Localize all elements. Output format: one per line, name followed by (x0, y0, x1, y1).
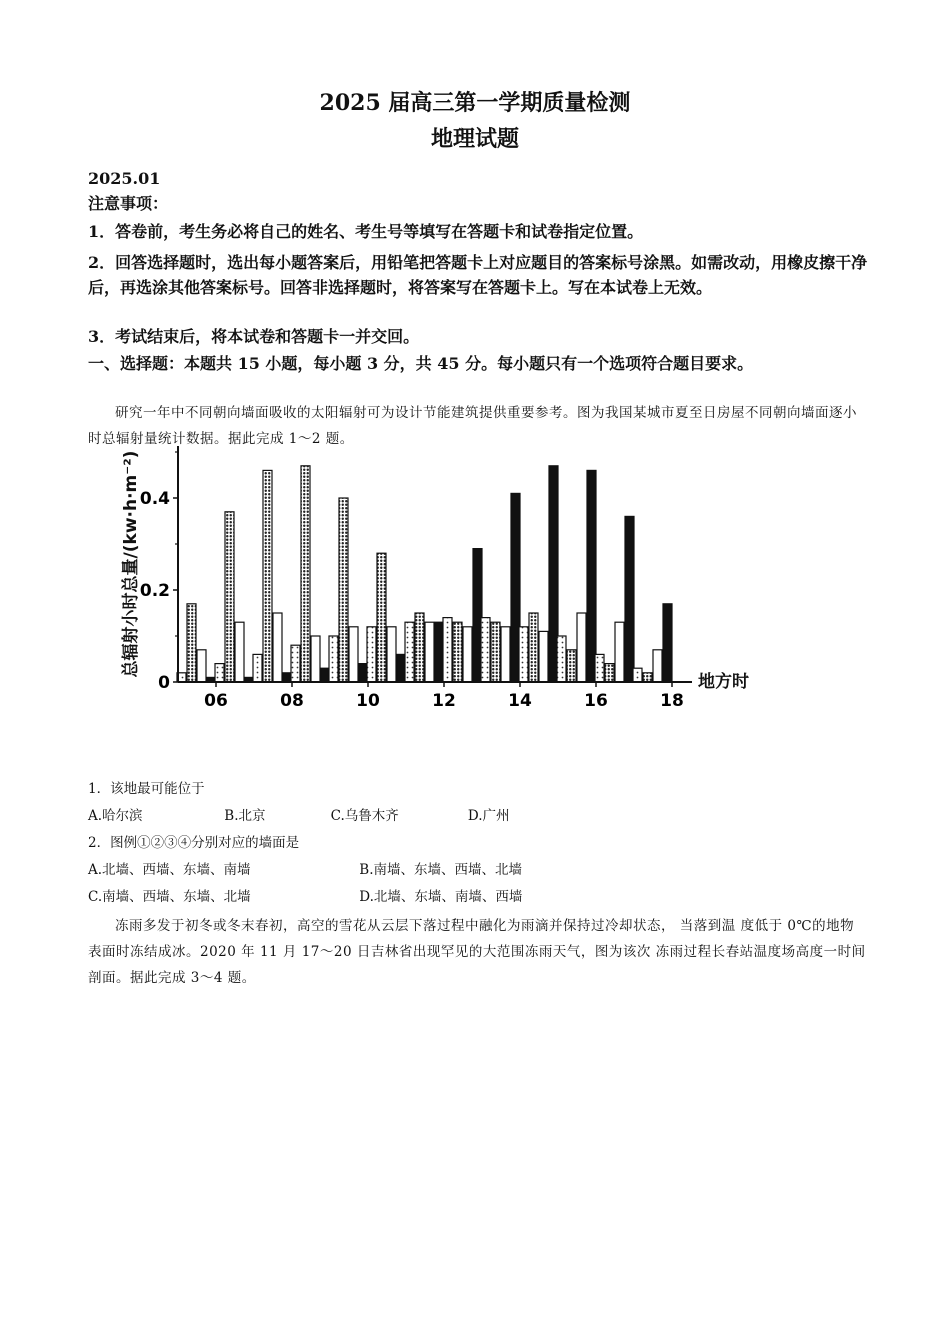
bar-series-2-9 (529, 613, 538, 682)
bar-series-1-12 (633, 668, 642, 682)
q2-option-d[interactable]: D.北墙、东墙、南墙、西墙 (359, 889, 523, 905)
x-tick-label: 06 (204, 691, 228, 711)
question-2-options-row1 (88, 857, 522, 884)
bar-series-1-10 (557, 636, 566, 682)
x-tick-label: 16 (584, 691, 608, 711)
bar-series-3-6 (425, 622, 434, 682)
y-tick-label: 0 (158, 673, 170, 693)
bar-series-2-12 (643, 673, 652, 682)
question-1-options (88, 803, 510, 830)
bar-series-3-8 (501, 627, 510, 682)
bar-series-3-3 (311, 636, 320, 682)
x-tick-label: 08 (280, 691, 304, 711)
bar-series-1-3 (291, 645, 300, 682)
bar-series-1-9 (519, 627, 528, 682)
note-item-2: 2．回答选择题时，选出每小题答案后，用铅笔把答题卡上对应题目的答案标号涂黑。如需改动，用橡皮擦干净后，再选涂其他答案标号。回答非选择题时，将答案写在答题卡上。写在本试卷上无效。 (88, 253, 868, 297)
bar-series-1-6 (405, 622, 414, 682)
bar-series-2-2 (263, 470, 272, 682)
bar-series-1-7 (443, 618, 452, 682)
bar-series-2-4 (339, 498, 348, 682)
bar-series-3-7 (463, 627, 472, 682)
exam-subject: 地理试题 (430, 126, 519, 152)
bar-series-1-5 (367, 627, 376, 682)
question-2-stem: 2．图例①②③④分别对应的墙面是 (88, 835, 300, 851)
q2-option-a[interactable]: A.北墙、西墙、东墙、南墙 (88, 862, 251, 878)
note-item-3: 3．考试结束后，将本试卷和答题卡一并交回。 (88, 327, 420, 346)
bar-series-3-11 (615, 622, 624, 682)
bar-series-3-1 (235, 622, 244, 682)
bar-series-3-4 (349, 627, 358, 682)
bar-series-3-2 (273, 613, 282, 682)
notes-heading: 注意事项： (88, 194, 169, 213)
bar-series-2-5 (377, 553, 386, 682)
x-tick-label: 10 (356, 691, 380, 711)
bar-series-1-1 (215, 664, 224, 682)
question-2-options-row2 (88, 884, 522, 911)
x-tick-label: 14 (508, 691, 532, 711)
bar-series-2-0 (187, 604, 196, 682)
x-tick-label: 18 (660, 691, 684, 711)
bar-series-2-10 (567, 650, 576, 682)
bar-series-2-8 (491, 622, 500, 682)
x-tick-label: 12 (432, 691, 456, 711)
bar-series-2-1 (225, 512, 234, 682)
bar-series-3-0 (197, 650, 206, 682)
bar-series-3-5 (387, 627, 396, 682)
bar-series-1-4 (329, 636, 338, 682)
bar-series-4-10 (587, 470, 596, 682)
q2-option-b[interactable]: B.南墙、东墙、西墙、北墙 (359, 862, 523, 878)
q1-option-b[interactable]: B.北京 (224, 808, 266, 824)
bar-series-2-11 (605, 664, 614, 682)
bar-series-3-10 (577, 613, 586, 682)
intro-paragraph-1: 研究一年中不同朝向墙面吸收的太阳辐射可为设计节能建筑提供重要参考。图为我国某城市夏至日房屋不同朝向墙面逐小时总辐射量统计数据。据此完成 1～2 题。 (88, 405, 857, 447)
y-tick-label: 0.2 (139, 581, 170, 601)
q1-option-d[interactable]: D.广州 (467, 808, 510, 824)
q1-option-a[interactable]: A.哈尔滨 (88, 808, 143, 824)
q1-option-c[interactable]: C.乌鲁木齐 (330, 808, 399, 824)
section-heading: 一、选择题：本题共 15 小题，每小题 3 分，共 45 分。每小题只有一个选项符合题目要求。 (88, 354, 754, 373)
q2-option-c[interactable]: C.南墙、西墙、东墙、北墙 (88, 889, 251, 905)
exam-date: 2025.01 (88, 169, 161, 188)
bar-series-2-3 (301, 466, 310, 682)
x-axis-label: 地方时 (698, 672, 749, 692)
bar-series-4-11 (625, 516, 634, 682)
y-axis-label: 总辐射小时总量/(kw·h·m⁻²) (121, 450, 141, 678)
exam-title: 2025 届高三第一学期质量检测 (319, 90, 631, 116)
radiation-bar-chart (110, 440, 790, 725)
bar-series-2-6 (415, 613, 424, 682)
question-1-stem: 1．该地最可能位于 (88, 781, 205, 797)
bar-series-1-11 (595, 654, 604, 682)
bar-series-1-8 (481, 618, 490, 682)
intro-paragraph-2: 冻雨多发于初冬或冬末春初，高空的雪花从云层下落过程中融化为雨滴并保持过冷却状态， 当落到温 度低于 0℃的地物表面时冻结成冰。2020 年 11 月 17～20 日吉林省出现罕见的大范围冻雨天气，图为该次 冻雨过程长春站温度场高度一时间剖面。据此完成 3～4 题。 (88, 918, 866, 986)
bar-series-1-2 (253, 654, 262, 682)
bar-series-2-7 (453, 622, 462, 682)
y-tick-label: 0.4 (139, 489, 170, 509)
note-item-1: 1．答卷前，考生务必将自己的姓名、考生号等填写在答题卡和试卷指定位置。 (88, 222, 644, 241)
bar-series-3-12 (653, 650, 662, 682)
bar-series-3-9 (539, 631, 548, 682)
bar-series-4-12 (663, 604, 672, 682)
chart-bars (177, 466, 672, 682)
